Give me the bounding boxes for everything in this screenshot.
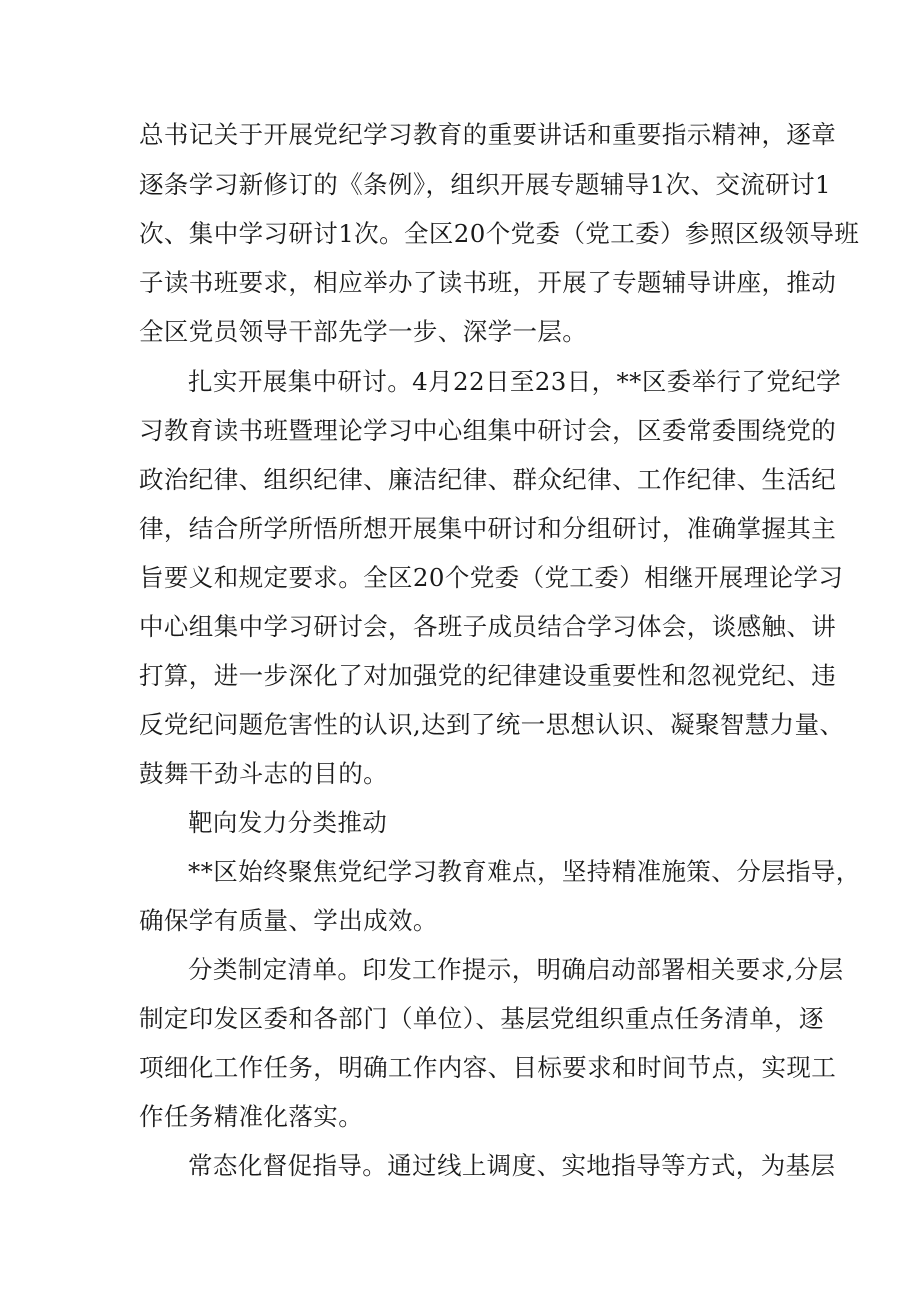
paragraph-2-line-3: 政治纪律、组织纪律、廉洁纪律、群众纪律、工作纪律、生活纪: [139, 465, 837, 494]
paragraph-1-line-5: 全区党员领导干部先学一步、深学一层。: [139, 317, 588, 346]
paragraph-4-line-3: 项细化工作任务，明确工作内容、目标要求和时间节点，实现工: [139, 1053, 837, 1082]
paragraph-1-line-2: 逐条学习新修订的《条例》，组织开展专题辅导1次、交流研讨1: [139, 170, 832, 199]
paragraph-2-line-2: 习教育读书班暨理论学习中心组集中研讨会，区委常委围绕党的: [139, 416, 837, 445]
paragraph-2-line-1: 扎实开展集中研讨。4月22日至23日，**区委举行了党纪学: [188, 367, 842, 396]
paragraph-2-line-9: 鼓舞干劲斗志的目的。: [139, 759, 388, 788]
paragraph-4-line-4: 作任务精准化落实。: [139, 1102, 364, 1131]
section-heading: 靶向发力分类推动: [188, 808, 388, 837]
paragraph-3-line-1: **区始终聚焦党纪学习教育难点，坚持精准施策、分层指导，: [188, 857, 861, 886]
paragraph-3-line-2: 确保学有质量、学出成效。: [139, 906, 438, 935]
paragraph-2-line-6: 中心组集中学习研讨会，各班子成员结合学习体会，谈感触、讲: [139, 612, 837, 641]
paragraph-2-line-4: 律，结合所学所悟所想开展集中研讨和分组研讨，准确掌握其主: [139, 514, 837, 543]
paragraph-5-line-1: 常态化督促指导。通过线上调度、实地指导等方式，为基层: [188, 1151, 836, 1180]
paragraph-2-line-5: 旨要义和规定要求。全区20个党委（党工委）相继开展理论学习: [139, 563, 844, 592]
paragraph-2-line-8: 反党纪问题危害性的认识,达到了统一思想认识、凝聚智慧力量、: [139, 710, 845, 739]
paragraph-1-line-3: 次、集中学习研讨1次。全区20个党委（党工委）参照区级领导班: [139, 219, 860, 248]
paragraph-1-line-4: 子读书班要求，相应举办了读书班，开展了专题辅导讲座，推动: [139, 268, 837, 297]
paragraph-1-line-1: 总书记关于开展党纪学习教育的重要讲话和重要指示精神，逐章: [139, 120, 837, 149]
paragraph-4-line-1: 分类制定清单。印发工作提示，明确启动部署相关要求,分层: [188, 955, 844, 984]
paragraph-4-line-2: 制定印发区委和各部门（单位）、基层党组织重点任务清单，逐: [139, 1004, 824, 1033]
paragraph-2-line-7: 打算，进一步深化了对加强党的纪律建设重要性和忽视党纪、违: [139, 661, 837, 690]
